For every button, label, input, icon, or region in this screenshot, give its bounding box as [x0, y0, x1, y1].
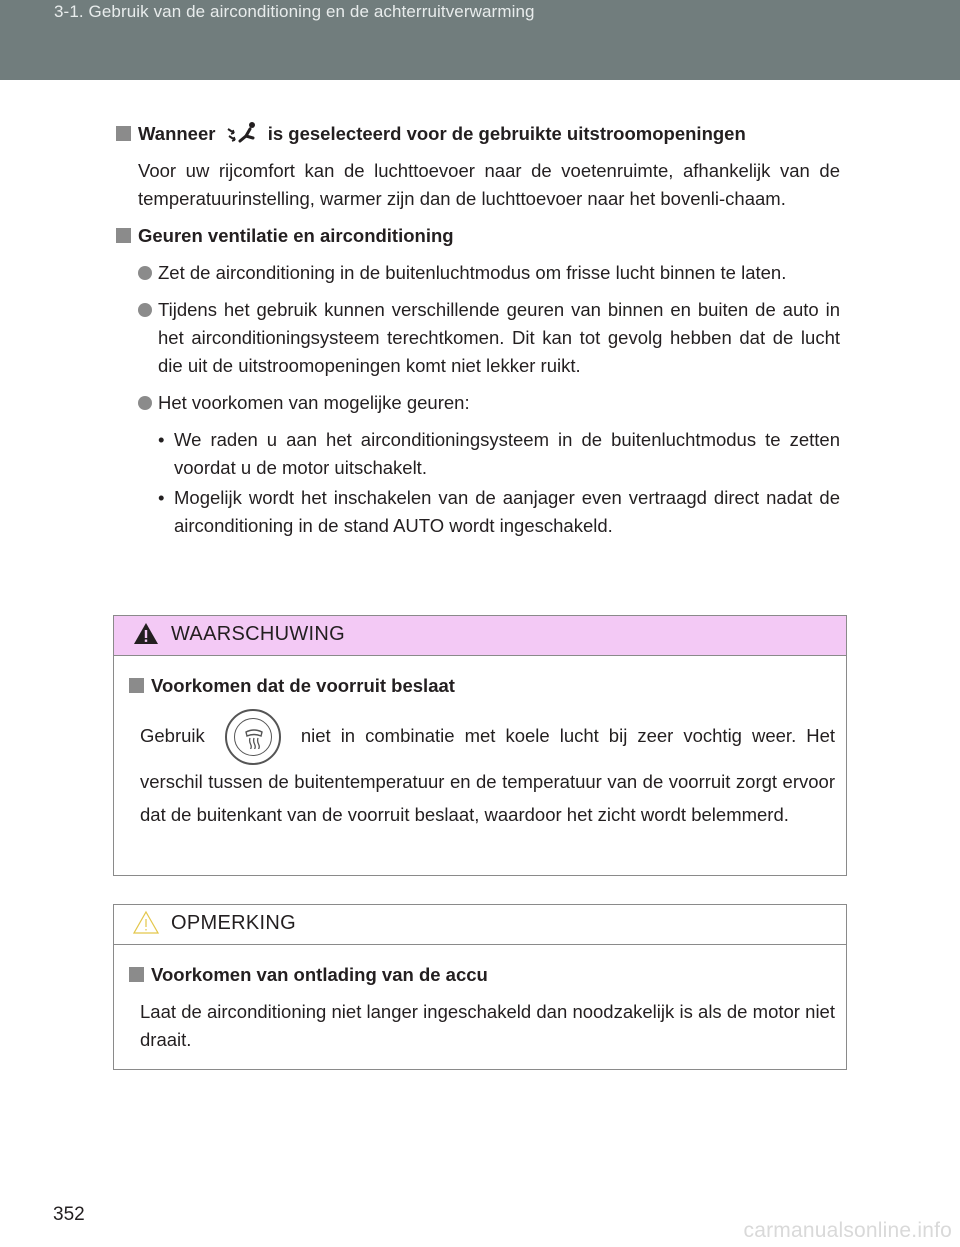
warning-triangle-icon [133, 621, 159, 647]
section1-text: Voor uw rijcomfort kan de luchttoevoer naar de voetenruimte, afhankelijk van de temperatuurinstelling, warmer zijn dan de luchttoevoer naar het bovenli-chaam. [138, 160, 840, 209]
sub-item-text: We raden u aan het airconditioningsysteem in de buitenluchtmodus te zetten voordat u de motor uitschakelt. [174, 429, 840, 478]
bullet-dot-icon [138, 266, 152, 280]
square-marker-icon [116, 126, 131, 141]
chapter-title: 3-1. Gebruik van de airconditioning en de achterruitverwarming [54, 2, 535, 21]
sub-item [116, 426, 840, 482]
defroster-button-icon [225, 709, 281, 765]
notice-box [113, 904, 847, 1070]
page-header [0, 0, 960, 80]
section1-heading-post: is geselecteerd voor de gebruikte uitstroomopeningen [267, 123, 746, 144]
warning-heading-text: Voorkomen dat de voorruit beslaat [151, 675, 455, 696]
warning-title: WAARSCHUWING [171, 623, 345, 645]
bullet-dot-icon [138, 396, 152, 410]
bullet-text: Zet de airconditioning in de buitenluchtmodus om frisse lucht binnen te laten. [158, 262, 787, 283]
sub-bullet-icon: • [158, 429, 165, 450]
notice-header [114, 905, 846, 945]
section1-heading [116, 120, 840, 148]
bullet-text: Het voorkomen van mogelijke geuren: [158, 392, 470, 413]
watermark: carmanualsonline.info [743, 1219, 952, 1242]
square-marker-icon [116, 228, 131, 243]
section2-heading-text: Geuren ventilatie en airconditioning [138, 225, 454, 246]
warning-box [113, 615, 847, 876]
defroster-symbol-icon [243, 727, 265, 749]
air-outlet-foot-icon [225, 121, 259, 145]
sub-item [116, 484, 840, 540]
notice-text: Laat de airconditioning niet langer ingeschakeld dan noodzakelijk is als de motor niet draait. [140, 1001, 835, 1050]
sub-bullet-icon: • [158, 487, 165, 508]
section1-heading-pre: Wanneer [138, 123, 216, 144]
section2-heading [116, 222, 840, 250]
square-marker-icon [129, 678, 144, 693]
warning-text-pre: Gebruik [140, 724, 205, 746]
notice-heading [114, 961, 835, 989]
warning-text-post: niet in combinatie met koele lucht bij zeer vochtig weer. Het verschil tussen de buitentemperatuur en de temperatuur van de voorruit zorgt ervoor dat de buitenkant van de voorruit beslaat, waardoor het zicht wordt belemmerd. [140, 724, 836, 825]
notice-heading-text: Voorkomen van ontlading van de accu [151, 964, 488, 985]
warning-text [129, 709, 835, 831]
warning-header [114, 616, 846, 656]
bullet-dot-icon [138, 303, 152, 317]
notice-title: OPMERKING [171, 912, 296, 934]
bullet-item [116, 259, 840, 287]
warning-body [114, 656, 846, 860]
warning-heading [114, 672, 835, 700]
notice-body [114, 945, 846, 1083]
sub-item-text: Mogelijk wordt het inschakelen van de aanjager even vertraagd direct nadat de airconditioning in de stand AUTO wordt ingeschakeld. [174, 487, 840, 536]
bullet-item [116, 296, 840, 380]
square-marker-icon [129, 967, 144, 982]
main-content [116, 120, 840, 542]
page-number: 352 [53, 1204, 85, 1225]
bullet-text: Tijdens het gebruik kunnen verschillende geuren van binnen en buiten de auto in het airconditioningsysteem terechtkomen. Dit kan tot gevolg hebben dat de lucht die uit de uitstroomopeningen komt niet lekker ruikt. [158, 299, 840, 376]
bullet-item [116, 389, 840, 417]
notice-triangle-icon [133, 910, 159, 936]
